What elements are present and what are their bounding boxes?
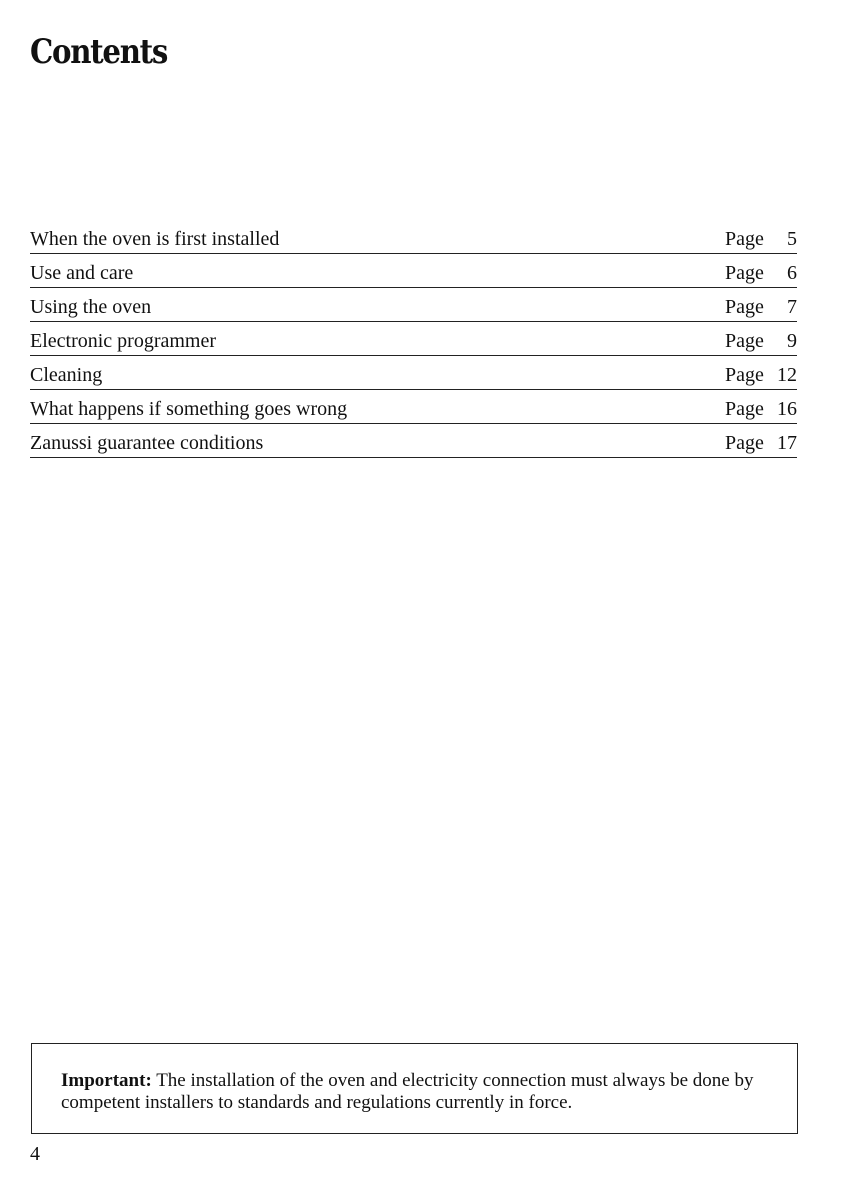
toc-page-label: Page: [725, 262, 764, 284]
toc-entry-page: [725, 296, 797, 319]
toc-entry-page: [725, 330, 797, 353]
toc-entry-title: Zanussi guarantee conditions: [30, 432, 264, 454]
toc-entry-page: [725, 364, 797, 387]
toc-page-number: 7: [787, 296, 797, 318]
toc-entry-title: When the oven is first installed: [30, 228, 280, 250]
toc-page-label: Page: [725, 296, 764, 318]
toc-row-electronic-programmer: [30, 322, 797, 356]
toc-page-label: Page: [725, 330, 764, 352]
toc-entry-page: [725, 228, 797, 251]
toc-row-guarantee-conditions: [30, 424, 797, 458]
toc-page-label: Page: [725, 432, 764, 454]
notice-label: Important:: [61, 1070, 152, 1091]
toc-page-label: Page: [725, 364, 764, 386]
toc-row-something-goes-wrong: [30, 390, 797, 424]
toc-entry-title: Electronic programmer: [30, 330, 217, 352]
toc-row-first-installed: [30, 220, 797, 254]
toc-entry-page: [725, 432, 797, 455]
toc-row-use-and-care: [30, 254, 797, 288]
toc-page-label: Page: [725, 228, 764, 250]
notice-text: The installation of the oven and electricity connection must always be done by competent installers to standards and regulations currently in force.: [61, 1070, 754, 1113]
toc-page-label: Page: [725, 398, 764, 420]
important-notice-box: [31, 1043, 798, 1134]
page-title: Contents: [30, 32, 168, 72]
toc-entry-title: Cleaning: [30, 364, 103, 386]
toc-entry-title: Use and care: [30, 262, 134, 284]
toc-page-number: 9: [787, 330, 797, 352]
toc-entry-page: [725, 262, 797, 285]
toc-entry-title: What happens if something goes wrong: [30, 398, 348, 420]
toc-page-number: 17: [777, 432, 797, 454]
toc-entry-page: [725, 398, 797, 421]
toc-page-number: 12: [777, 364, 797, 386]
toc-row-cleaning: [30, 356, 797, 390]
toc-page-number: 16: [777, 398, 797, 420]
toc-row-using-the-oven: [30, 288, 797, 322]
toc-page-number: 5: [787, 228, 797, 250]
table-of-contents: [30, 220, 797, 458]
page-number: 4: [30, 1143, 40, 1165]
toc-page-number: 6: [787, 262, 797, 284]
toc-entry-title: Using the oven: [30, 296, 152, 318]
